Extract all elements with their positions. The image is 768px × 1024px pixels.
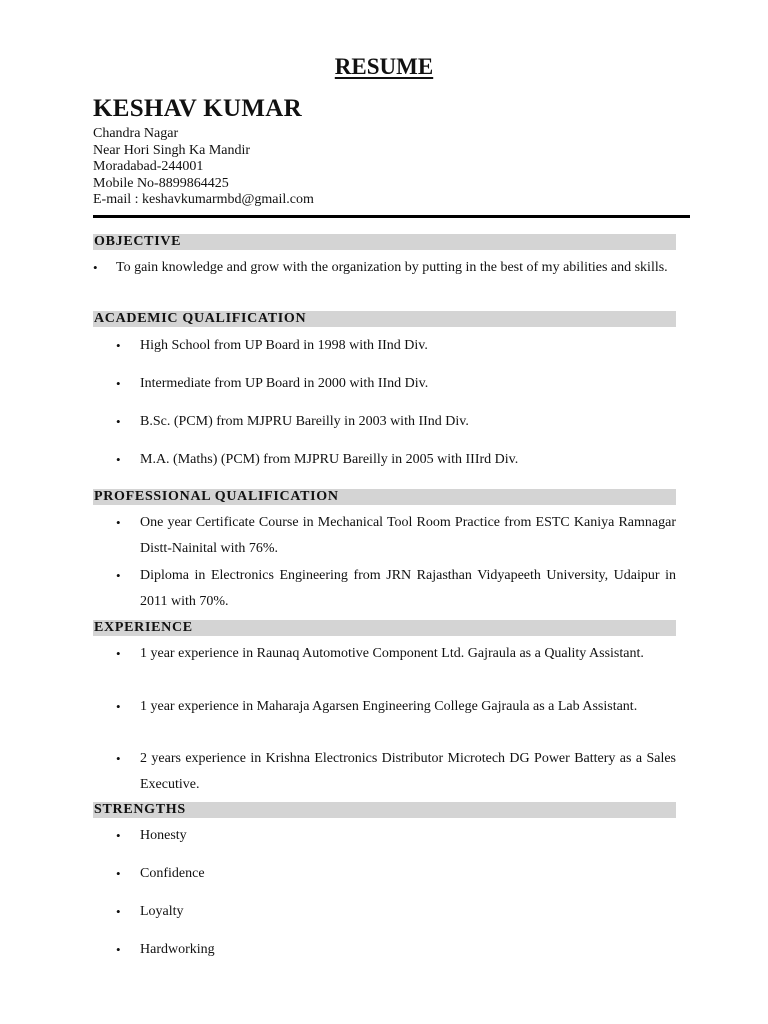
- academic-item: B.Sc. (PCM) from MJPRU Bareilly in 2003 with IInd Div.: [140, 414, 469, 429]
- bullet-icon: •: [116, 751, 121, 766]
- professional-item: One year Certificate Course in Mechanical Tool Room Practice from ESTC Kaniya Ramnagar Distt-Nainital with 76%.: [140, 515, 676, 556]
- contact-block: [93, 126, 314, 209]
- experience-item: 2 years experience in Krishna Electronics Distributor Microtech DG Power Battery as a Sales Executive.: [140, 751, 676, 792]
- bullet-icon: •: [116, 866, 121, 881]
- academic-item: High School from UP Board in 1998 with IInd Div.: [140, 338, 428, 353]
- address-line-3: Moradabad-244001: [93, 159, 204, 175]
- bullet-icon: •: [116, 568, 121, 583]
- document-title: RESUME: [334, 54, 434, 79]
- section-heading-academic: ACADEMIC QUALIFICATION: [93, 311, 676, 327]
- bullet-icon: •: [116, 515, 121, 530]
- strength-item: Loyalty: [140, 904, 184, 919]
- objective-item: To gain knowledge and grow with the organization by putting in the best of my abilities and skills.: [116, 260, 668, 275]
- bullet-icon: •: [116, 646, 121, 661]
- experience-item: 1 year experience in Maharaja Agarsen Engineering College Gajraula as a Lab Assistant.: [140, 699, 638, 714]
- experience-item: 1 year experience in Raunaq Automotive Component Ltd. Gajraula as a Quality Assistant.: [140, 646, 644, 661]
- professional-item: Diploma in Electronics Engineering from JRN Rajasthan Vidyapeeth University, Udaipur in 2011 with 70%.: [140, 568, 676, 609]
- bullet-icon: •: [116, 338, 121, 353]
- mobile-number: Mobile No-8899864425: [93, 175, 229, 191]
- bullet-icon: •: [116, 942, 121, 957]
- academic-item: Intermediate from UP Board in 2000 with IInd Div.: [140, 376, 429, 391]
- section-heading-strengths: STRENGTHS: [93, 802, 676, 818]
- bullet-icon: •: [116, 452, 121, 467]
- bullet-icon: •: [116, 699, 121, 714]
- strength-item: Confidence: [140, 866, 205, 881]
- bullet-icon: •: [116, 828, 121, 843]
- strength-item: Honesty: [140, 828, 187, 843]
- strength-item: Hardworking: [140, 942, 215, 957]
- candidate-name: KESHAV KUMAR: [93, 95, 302, 122]
- section-heading-professional: PROFESSIONAL QUALIFICATION: [93, 489, 676, 505]
- bullet-icon: •: [116, 904, 121, 919]
- section-heading-experience: EXPERIENCE: [93, 620, 676, 636]
- address-line-1: Chandra Nagar: [93, 126, 179, 141]
- header-divider: [93, 215, 690, 218]
- email-address: E-mail : keshavkumarmbd@gmail.com: [93, 192, 314, 208]
- bullet-icon: •: [116, 376, 121, 391]
- academic-item: M.A. (Maths) (PCM) from MJPRU Bareilly in 2005 with IIIrd Div.: [140, 452, 519, 467]
- bullet-icon: •: [116, 414, 121, 429]
- bullet-icon: •: [93, 260, 98, 275]
- address-line-2: Near Hori Singh Ka Mandir: [93, 142, 251, 158]
- section-heading-objective: OBJECTIVE: [93, 234, 676, 250]
